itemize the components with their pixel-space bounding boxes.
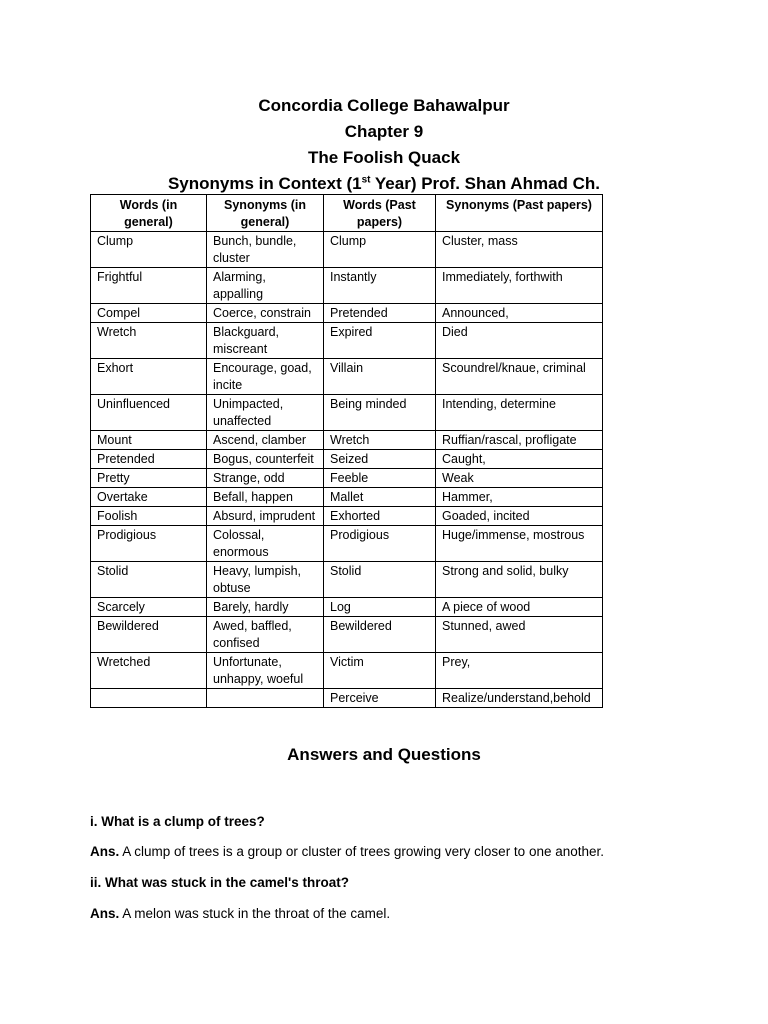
table-cell: Pretty [91,469,207,488]
table-cell: Exhorted [324,507,436,526]
table-cell: Absurd, imprudent [207,507,324,526]
table-cell: Prodigious [324,526,436,562]
table-cell: Befall, happen [207,488,324,507]
answer-text: A melon was stuck in the throat of the camel. [119,906,391,921]
table-cell: Unimpacted, unaffected [207,395,324,431]
table-cell: Perceive [324,689,436,708]
table-row [91,469,603,488]
table-cell: Wretched [91,653,207,689]
column-header: Synonyms (Past papers) [436,195,603,232]
table-row [91,689,603,708]
table-cell: Bunch, bundle, cluster [207,232,324,268]
table-cell: Alarming, appalling [207,268,324,304]
table-cell: Goaded, incited [436,507,603,526]
table-cell: Foolish [91,507,207,526]
table-cell: Weak [436,469,603,488]
synonyms-table [90,194,603,708]
table-cell: Encourage, goad, incite [207,359,324,395]
answer-1 [90,843,604,861]
table-cell: Pretended [324,304,436,323]
table-cell: Strong and solid, bulky [436,562,603,598]
table-cell: Uninfluenced [91,395,207,431]
table-row [91,304,603,323]
table-cell: Ascend, clamber [207,431,324,450]
table-cell: Realize/understand,behold [436,689,603,708]
table-row [91,395,603,431]
table-cell: Log [324,598,436,617]
table-cell: Exhort [91,359,207,395]
table-cell: A piece of wood [436,598,603,617]
column-header: Synonyms (in general) [207,195,324,232]
table-cell: Prodigious [91,526,207,562]
table-cell: Immediately, forthwith [436,268,603,304]
question-2 [90,874,349,892]
answer-label: Ans. [90,844,120,859]
table-cell: Scarcely [91,598,207,617]
table-cell: Bogus, counterfeit [207,450,324,469]
table-cell: Villain [324,359,436,395]
question-text: ii. What was stuck in the camel's throat? [90,875,350,890]
table-row [91,488,603,507]
table-cell: Feeble [324,469,436,488]
table-cell: Victim [324,653,436,689]
table-cell: Stunned, awed [436,617,603,653]
table-cell: Clump [324,232,436,268]
table-cell: Intending, determine [436,395,603,431]
qa-section-title: Answers and Questions [287,745,481,764]
table-row [91,323,603,359]
table-cell: Frightful [91,268,207,304]
table-cell: Scoundrel/knaue, criminal [436,359,603,395]
table-cell [91,689,207,708]
table-cell: Announced, [436,304,603,323]
answer-2 [90,905,390,923]
question-1 [90,813,265,831]
document-header [0,93,768,197]
table-cell: Died [436,323,603,359]
table-cell: Bewildered [324,617,436,653]
table-cell: Pretended [91,450,207,469]
table-cell: Stolid [91,562,207,598]
table-cell: Expired [324,323,436,359]
college-name: Concordia College Bahawalpur [258,96,510,115]
column-header: Words (in general) [91,195,207,232]
table-cell: Heavy, lumpish, obtuse [207,562,324,598]
table-cell: Hammer, [436,488,603,507]
subtitle-pre: Synonyms in Context (1 [167,174,362,193]
table-cell: Barely, hardly [207,598,324,617]
table-row [91,268,603,304]
table-row [91,598,603,617]
table-cell: Mallet [324,488,436,507]
column-header: Words (Past papers) [324,195,436,232]
table-row [91,431,603,450]
table-cell: Coerce, constrain [207,304,324,323]
table-row [91,562,603,598]
answer-label: Ans. [90,906,120,921]
table-cell: Compel [91,304,207,323]
table-row [91,617,603,653]
table-row [91,359,603,395]
table-cell: Wretch [91,323,207,359]
answer-text: A clump of trees is a group or cluster of trees growing very closer to one another. [119,844,605,859]
table-cell: Unfortunate, unhappy, woeful [207,653,324,689]
table-cell [207,689,324,708]
table-cell: Huge/immense, mostrous [436,526,603,562]
table-cell: Cluster, mass [436,232,603,268]
table-cell: Seized [324,450,436,469]
table-cell: Bewildered [91,617,207,653]
question-text: i. What is a clump of trees? [90,814,265,829]
table-row [91,450,603,469]
subtitle-superscript: st [361,174,371,186]
table-cell: Being minded [324,395,436,431]
table-cell: Ruffian/rascal, profligate [436,431,603,450]
table-row [91,507,603,526]
table-cell: Instantly [324,268,436,304]
chapter-number: Chapter 9 [344,122,424,141]
subtitle-post: Year) Prof. Shan Ahmad Ch. [370,174,601,193]
table-cell: Stolid [324,562,436,598]
table-cell: Blackguard, miscreant [207,323,324,359]
table-row [91,653,603,689]
table-cell: Clump [91,232,207,268]
table-cell: Prey, [436,653,603,689]
table-cell: Overtake [91,488,207,507]
lesson-title: The Foolish Quack [307,148,461,167]
table-row [91,526,603,562]
table-row [91,232,603,268]
table-cell: Awed, baffled, confised [207,617,324,653]
table-cell: Caught, [436,450,603,469]
table-header-row [91,195,603,232]
table-cell: Colossal, enormous [207,526,324,562]
table-cell: Strange, odd [207,469,324,488]
table-cell: Mount [91,431,207,450]
table-cell: Wretch [324,431,436,450]
